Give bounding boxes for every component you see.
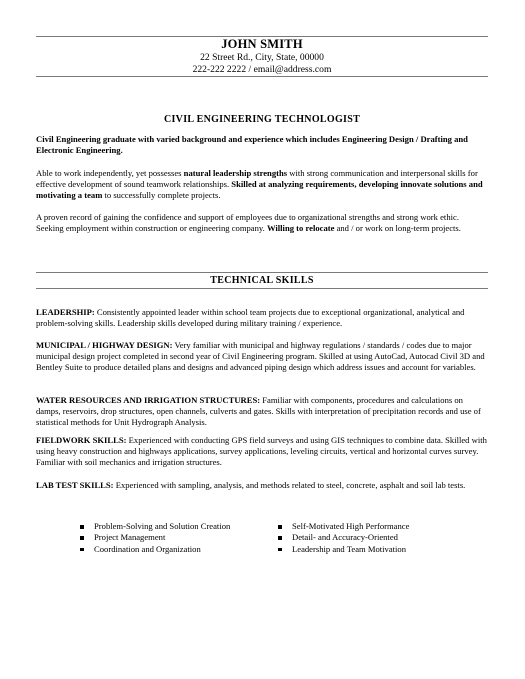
bullet-icon xyxy=(278,536,282,540)
objective-title: CIVIL ENGINEERING TECHNOLOGIST xyxy=(163,114,361,125)
contact-address: 22 Street Rd., City, State, 00000 xyxy=(200,52,324,63)
skill-text: Very familiar with municipal and highway regulations / standards / codes due to major municipal design project completed in second year of Civil Engineering program. Skilled at using AutoCad, Autocad Civil 3D and Bentley Suite to produce detailed plans and designs and advanced piping design which address issues and account for variables. xyxy=(36,340,485,373)
candidate-name: JOHN SMITH xyxy=(221,37,303,51)
list-item xyxy=(274,521,409,532)
bullet-column-left xyxy=(76,521,230,555)
skill-label: WATER RESOURCES AND IRRIGATION STRUCTURES: xyxy=(36,395,261,405)
text-run: with strong communication and interpersonal skills for effective development of sound teamwork relationships. xyxy=(36,168,478,190)
list-item xyxy=(76,532,230,543)
bullet-icon xyxy=(80,525,84,529)
skill-text: Experienced with conducting GPS field surveys and using GIS techniques to combine data. Skilled with using heavy construction and highways applications, survey applications, leveling circuits, vertical and horizontal curves survey. Familiar with soil mechanics and irrigation structures. xyxy=(36,435,487,468)
skill-label: FIELDWORK SKILLS: xyxy=(36,435,127,445)
bold-run: Willing to relocate xyxy=(266,223,335,234)
bullet-icon xyxy=(80,548,84,552)
list-item-label: Problem-Solving and Solution Creation xyxy=(94,521,231,531)
list-item-label: Leadership and Team Motivation xyxy=(292,543,407,554)
skills-bottom-rule xyxy=(36,288,488,289)
text-run: Able to work independently, yet possesses xyxy=(36,168,184,178)
text-run: A proven record of gaining the confidence and support of employees due to organizational strengths and strong work ethic. Seeking employment within construction or engineering company. xyxy=(36,212,459,234)
bullet-column-right xyxy=(274,521,409,555)
list-item xyxy=(274,544,409,555)
skill-text: Consistently appointed leader within school team projects due to exceptional organizational, analytical and problem-solving skills. Leadership skills developed during military training / experience. xyxy=(36,307,465,329)
bullet-icon xyxy=(278,548,282,552)
bold-run: Skilled at analyzing requirements, developing innovate solutions and motivating a team xyxy=(36,179,483,201)
skill-label: MUNICIPAL / HIGHWAY DESIGN: xyxy=(36,340,173,350)
text-run: and / or work on long-term projects. xyxy=(334,223,461,234)
bullet-icon xyxy=(278,525,282,529)
skill-label: LEADERSHIP: xyxy=(36,307,95,317)
skills-top-rule xyxy=(36,272,488,273)
record-paragraph xyxy=(36,212,488,234)
bold-run: natural leadership strengths xyxy=(183,168,288,178)
bullet-icon xyxy=(80,536,84,540)
skill-label: LAB TEST SKILLS: xyxy=(36,480,114,490)
contact-phone-email: 222-222 2222 / email@address.com xyxy=(192,64,332,75)
skill-municipal-highway-design xyxy=(36,340,488,374)
list-item xyxy=(76,521,230,532)
list-item-label: Project Management xyxy=(94,532,166,543)
list-item-label: Coordination and Organization xyxy=(94,543,201,554)
skill-leadership xyxy=(36,307,488,329)
strengths-paragraph xyxy=(36,168,488,202)
list-item xyxy=(76,544,230,555)
skill-text: Experienced with sampling, analysis, and methods related to steel, concrete, asphalt and soil lab tests. xyxy=(113,480,466,490)
header-bottom-rule xyxy=(36,76,488,77)
list-item-label: Self-Motivated High Performance xyxy=(292,521,410,531)
list-item-label: Detail- and Accuracy-Oriented xyxy=(292,532,398,543)
summary-paragraph: Civil Engineering graduate with varied background and experience which includes Engineering Design / Drafting and Electronic Engineering. xyxy=(36,134,468,156)
text-run: to successfully complete projects. xyxy=(102,190,221,201)
skills-title: TECHNICAL SKILLS xyxy=(210,275,314,286)
skill-lab-test xyxy=(36,480,488,491)
list-item xyxy=(274,532,409,543)
skill-text: Familiar with components, procedures and calculations on damps, reservoirs, drop structures, open channels, culverts and gates. Skills with interpretation of precipitation records and use of statistical methods for Unit Hydrograph Analysis. xyxy=(36,395,481,428)
skill-fieldwork xyxy=(36,435,488,469)
skill-water-resources xyxy=(36,395,488,429)
